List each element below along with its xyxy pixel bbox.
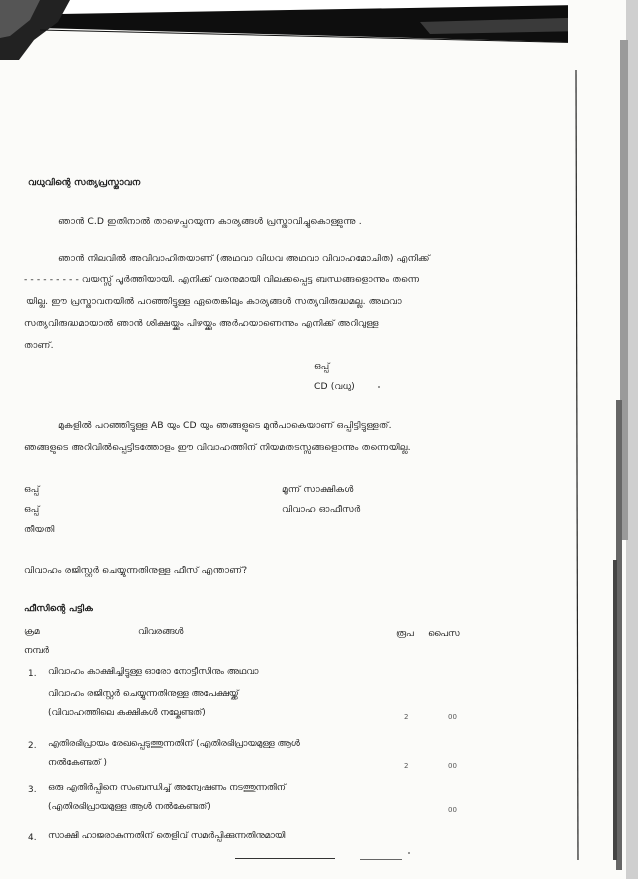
fee-row-paise: 00 — [448, 713, 458, 721]
fee-question: വിവാഹം രജിസ്റ്റർ ചെയ്യുന്നതിനുള്ള ഫീസ് എന്താണ്? — [24, 565, 248, 576]
fee-header-num: ക്രമ — [24, 627, 40, 637]
fee-row-num: 2. — [28, 741, 37, 751]
signoff-officer: വിവാഹ ഓഫീസർ — [282, 504, 361, 515]
fee-row-paise: 00 — [448, 762, 458, 770]
fee-header-paise: പൈസ — [428, 629, 460, 639]
signoff-sign-1: ഒപ്പ് — [24, 484, 40, 495]
fee-header-num2: നമ്പർ — [24, 646, 49, 656]
fee-row-num: 3. — [28, 785, 37, 795]
fee-row-text: സാക്ഷി ഹാജരാകുന്നതിന് തെളിവ് സമർപ്പിക്കുന്നതിനുമായി — [48, 831, 286, 841]
fee-row-rupee: 2 — [404, 762, 409, 770]
signoff-sign-2: ഒപ്പ് — [24, 504, 40, 515]
bottom-rule-short — [360, 859, 402, 860]
fee-row-text: നൽകേണ്ടത് ) — [48, 758, 108, 768]
fee-row-text: എതിരഭിപ്രായം രേഖപ്പെടുത്തുന്നതിന് (എതിരഭിപ്രായമുള്ള ആൾ — [48, 739, 300, 749]
fee-row-text: (എതിരഭിപ്രായമുള്ള ആൾ നൽകേണ്ടത്) — [48, 802, 211, 812]
fee-table-title: ഫീസിന്റെ പട്ടിക — [24, 603, 94, 614]
fee-header-rupee: രൂപ — [396, 629, 414, 639]
statement-line-4: സത്യവിരുദ്ധമായാൽ ഞാൻ ശിക്ഷയ്ക്കും പിഴയ്ക്കും അർഹയാണെന്നും എനിക്ക് അറിവുള്ള — [24, 318, 379, 329]
statement-heading: വധുവിന്റെ സത്യപ്രസ്താവന — [28, 177, 141, 188]
witness-line-2: ഞങ്ങളുടെ അറിവിൽപ്പെട്ടിടത്തോളം ഈ വിവാഹത്തിന് നിയമതടസ്സങ്ങളൊന്നും തന്നെയില്ല. — [24, 442, 411, 453]
signature-label: ഒപ്പ് — [314, 361, 330, 372]
bottom-rule — [235, 858, 335, 859]
scan-speck — [378, 386, 380, 388]
statement-line-2: - - - - - - - - - വയസ്സ് പൂർത്തിയായി. എനിക്ക് വരനുമായി വിലക്കപ്പെട്ട ബന്ധങ്ങളൊന്നും തന്നെ — [24, 274, 420, 285]
statement-line-5: താണ്. — [24, 340, 54, 351]
fee-row-num: 1. — [28, 669, 37, 679]
signature-name: CD (വധു) — [314, 381, 355, 392]
statement-line-1: ഞാൻ നിലവിൽ അവിവാഹിതയാണ് (അഥവാ വിധവ അഥവാ വിവാഹമോചിത) എനിക്ക് — [58, 253, 430, 264]
fee-row-text: (വിവാഹത്തിലെ കക്ഷികൾ നല്കേണ്ടത്) — [48, 708, 206, 718]
scan-speck — [408, 852, 410, 854]
fee-row-text: വിവാഹം കാക്ഷിച്ചിട്ടുള്ള ഓരോ നോട്ടീസിനും അഥവാ — [48, 667, 259, 677]
fee-row-rupee: 2 — [404, 713, 409, 721]
signoff-witnesses: മൂന്ന് സാക്ഷികൾ — [282, 484, 354, 495]
intro-line: ഞാൻ C.D ഇതിനാൽ താഴെപ്പറയുന്ന കാര്യങ്ങൾ പ്രസ്താവിച്ചുകൊള്ളുന്നു . — [58, 216, 362, 227]
scan-top-edge — [0, 0, 638, 60]
statement-line-3: യില്ല. ഈ പ്രസ്താവനയിൽ പറഞ്ഞിട്ടുള്ള ഏതെങ്കിലും കാര്യങ്ങൾ സത്യവിരുദ്ധമല്ല. അഥവാ — [26, 296, 402, 307]
fee-row-text: ഒരു എതിർപ്പിനെ സംബന്ധിച്ച് അന്വേഷണം നടത്തുന്നതിന് — [48, 783, 286, 793]
fee-header-desc: വിവരങ്ങൾ — [138, 627, 184, 637]
scan-right-edge — [568, 0, 638, 879]
fee-row-num: 4. — [28, 833, 37, 843]
fee-row-paise: 00 — [448, 806, 458, 814]
witness-line-1: മുകളിൽ പറഞ്ഞിട്ടുള്ള AB യും CD യും ഞങ്ങളുടെ മുൻപാകെയാണ് ഒപ്പിട്ടിട്ടുള്ളത്. — [58, 420, 392, 431]
signoff-date: തീയതി — [24, 524, 55, 535]
fee-row-text: വിവാഹം രജിസ്റ്റർ ചെയ്യുന്നതിനുള്ള അപേക്ഷയ്ക്ക് — [48, 689, 239, 699]
